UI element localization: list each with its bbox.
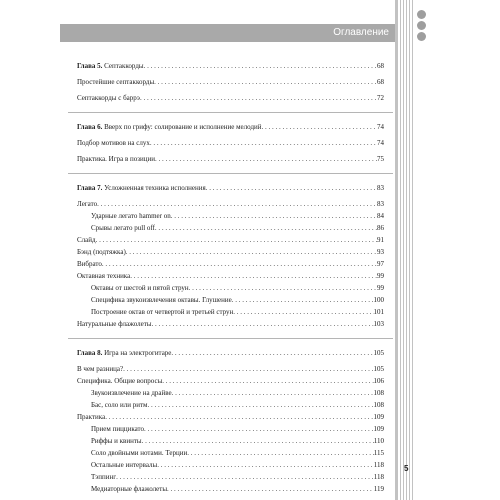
header-title: Оглавление xyxy=(333,27,389,38)
toc-entry[interactable] xyxy=(77,435,384,447)
toc-entry-title: Остальные интервалы xyxy=(91,461,158,469)
toc-page-number: 83 xyxy=(377,200,384,208)
decorative-dot-icon xyxy=(417,10,426,19)
toc-page-number: 106 xyxy=(373,377,384,385)
leader-dots xyxy=(233,306,373,318)
toc-entry-title: Срывы легато pull off xyxy=(91,224,155,232)
leader-dots xyxy=(142,435,374,447)
leader-dots xyxy=(172,387,374,399)
toc-page-number: 103 xyxy=(373,320,384,328)
leader-dots xyxy=(116,471,374,483)
toc-entry-title xyxy=(77,182,206,194)
toc-entry-title xyxy=(77,60,144,72)
vertical-rule xyxy=(406,0,407,500)
toc-entry[interactable] xyxy=(77,375,384,387)
toc-page-number: 75 xyxy=(377,155,384,163)
leader-dots xyxy=(140,92,377,104)
toc-page-number: 99 xyxy=(377,284,384,292)
leader-dots xyxy=(155,222,377,234)
toc-entry[interactable] xyxy=(77,76,384,88)
toc-entry[interactable] xyxy=(77,459,384,471)
toc-entry-title: Построение октав от четвертой и третьей струн xyxy=(91,308,234,316)
toc-entry-title: Соло двойными нотами. Терции xyxy=(91,449,188,457)
section-divider xyxy=(68,338,393,339)
toc-entry-title: Специфика. Общие вопросы xyxy=(77,377,163,385)
toc-entry[interactable] xyxy=(77,246,384,258)
toc-page-number: 110 xyxy=(373,437,384,445)
leader-dots xyxy=(154,76,377,88)
toc-page-number: 109 xyxy=(373,413,384,421)
toc-entry[interactable] xyxy=(77,222,384,234)
toc-section xyxy=(77,173,384,330)
toc-page-number: 86 xyxy=(377,224,384,232)
toc-entry-title: В чем разница? xyxy=(77,365,124,373)
toc-page-number: 93 xyxy=(377,248,384,256)
toc-entry-title: Ударные легато hammer on xyxy=(91,212,171,220)
toc-chapter[interactable] xyxy=(77,121,384,133)
toc-entry-title: Звукоизвлечение на драйве xyxy=(91,389,172,397)
toc-entry[interactable] xyxy=(77,210,384,222)
leader-dots xyxy=(126,246,377,258)
leader-dots xyxy=(162,375,373,387)
leader-dots xyxy=(157,459,374,471)
section-divider xyxy=(68,112,393,113)
chapter-title: Септаккорды xyxy=(104,62,144,70)
toc-entry[interactable] xyxy=(77,306,384,318)
toc-entry-title: Октавы от шестой и пятой струн xyxy=(91,284,189,292)
toc-page-number: 84 xyxy=(377,212,384,220)
toc-page-number: 91 xyxy=(377,236,384,244)
toc-entry[interactable] xyxy=(77,294,384,306)
toc-chapter[interactable] xyxy=(77,182,384,194)
leader-dots xyxy=(147,399,373,411)
toc-page-number: 115 xyxy=(373,449,384,457)
toc-page-number: 119 xyxy=(373,485,384,493)
toc-entry-title: Риффы и квинты xyxy=(91,437,142,445)
toc-entry-title: Вибрато xyxy=(77,260,102,268)
toc-entry-title: Легато xyxy=(77,200,98,208)
leader-dots xyxy=(105,411,373,423)
toc-entry-title: Октавная техника xyxy=(77,272,131,280)
toc-entry[interactable] xyxy=(77,270,384,282)
toc-entry[interactable] xyxy=(77,423,384,435)
leader-dots xyxy=(150,137,377,149)
toc-entry-title: Практика. Игра в позиции xyxy=(77,155,156,163)
leader-dots xyxy=(232,294,374,306)
vertical-rule xyxy=(400,0,401,500)
decorative-dot-icon xyxy=(417,32,426,41)
chapter-label: Глава 5. xyxy=(77,62,103,70)
section-divider xyxy=(68,173,393,174)
toc-page-number: 99 xyxy=(377,272,384,280)
leader-dots xyxy=(187,447,374,459)
toc-entry-title: Слайд xyxy=(77,236,96,244)
leader-dots xyxy=(123,363,373,375)
toc-page-number: 74 xyxy=(377,123,384,131)
toc-page-number: 105 xyxy=(373,349,384,357)
leader-dots xyxy=(171,210,377,222)
leader-dots xyxy=(155,153,377,165)
leader-dots xyxy=(206,182,377,194)
toc-entry-title: Подбор мотивов на слух xyxy=(77,139,150,147)
leader-dots xyxy=(262,121,378,133)
leader-dots xyxy=(167,483,374,495)
toc-chapter[interactable] xyxy=(77,60,384,72)
toc-entry[interactable] xyxy=(77,318,384,330)
toc-entry-title: Прием пиццикато xyxy=(91,425,145,433)
leader-dots xyxy=(97,198,377,210)
decorative-dot-icon xyxy=(417,21,426,30)
toc-entry-title: Натуральные флажолеты xyxy=(77,320,152,328)
toc-entry-title: Медиаторные флажолеты xyxy=(91,485,168,493)
chapter-label: Глава 8. xyxy=(77,349,103,357)
toc-entry[interactable] xyxy=(77,282,384,294)
vertical-rule xyxy=(395,0,398,500)
toc-page-number: 68 xyxy=(377,62,384,70)
toc-page-number: 100 xyxy=(373,296,384,304)
toc-page-number: 74 xyxy=(377,139,384,147)
chapter-title: Вверх по грифу: солирование и исполнение мелодий xyxy=(104,123,262,131)
toc-entry[interactable] xyxy=(77,153,384,165)
toc-entry-title: Простейшие септаккорды xyxy=(77,78,155,86)
toc-page-number: 72 xyxy=(377,94,384,102)
leader-dots xyxy=(144,423,373,435)
chapter-label: Глава 7. xyxy=(77,184,103,192)
toc-page-number: 118 xyxy=(373,461,384,469)
toc-entry-title: Тэппинг xyxy=(91,473,117,481)
toc-chapter[interactable] xyxy=(77,347,384,359)
toc-entry[interactable] xyxy=(77,387,384,399)
vertical-rule xyxy=(403,0,404,500)
toc-page-number: 68 xyxy=(377,78,384,86)
toc-entry-title: Септаккорды с баррэ xyxy=(77,94,140,102)
toc-page-number: 83 xyxy=(377,184,384,192)
toc-entry[interactable] xyxy=(77,483,384,495)
toc-entry-title: Практика xyxy=(77,413,106,421)
toc-entry-title xyxy=(77,347,171,359)
toc-entry[interactable] xyxy=(77,92,384,104)
toc-entry[interactable] xyxy=(77,411,384,423)
page-number: 5 xyxy=(404,464,409,473)
toc-page-number: 97 xyxy=(377,260,384,268)
toc-section xyxy=(77,60,384,104)
leader-dots xyxy=(96,234,377,246)
chapter-label: Глава 6. xyxy=(77,123,103,131)
toc-entry[interactable] xyxy=(77,137,384,149)
chapter-title: Усложненная техника исполнения xyxy=(104,184,206,192)
toc-page-number: 118 xyxy=(373,473,384,481)
toc-entry[interactable] xyxy=(77,447,384,459)
toc-page-number: 101 xyxy=(373,308,384,316)
toc-entry-title: Специфика звукоизвлечения октавы. Глушение xyxy=(91,296,232,304)
vertical-rule xyxy=(412,0,413,500)
toc-section xyxy=(77,338,384,495)
toc-entry[interactable] xyxy=(77,471,384,483)
toc-entry[interactable] xyxy=(77,198,384,210)
toc-page-number: 105 xyxy=(373,365,384,373)
toc-entry[interactable] xyxy=(77,234,384,246)
chapter-title: Игра на электрогитаре xyxy=(104,349,172,357)
leader-dots xyxy=(171,347,373,359)
toc-page-number: 108 xyxy=(373,401,384,409)
header-bar xyxy=(60,24,395,42)
leader-dots xyxy=(144,60,377,72)
toc-entry[interactable] xyxy=(77,399,384,411)
toc-entry-title: Бас, соло или ритм xyxy=(91,401,148,409)
toc-entry-title xyxy=(77,121,262,133)
table-of-contents xyxy=(77,56,384,495)
toc-page-number: 109 xyxy=(373,425,384,433)
leader-dots xyxy=(130,270,377,282)
toc-entry[interactable] xyxy=(77,258,384,270)
vertical-rule xyxy=(409,0,410,500)
toc-page-number: 108 xyxy=(373,389,384,397)
leader-dots xyxy=(189,282,377,294)
leader-dots xyxy=(102,258,377,270)
toc-entry-title: Бэнд (подтяжка) xyxy=(77,248,126,256)
leader-dots xyxy=(152,318,374,330)
toc-section xyxy=(77,112,384,165)
toc-entry[interactable] xyxy=(77,363,384,375)
